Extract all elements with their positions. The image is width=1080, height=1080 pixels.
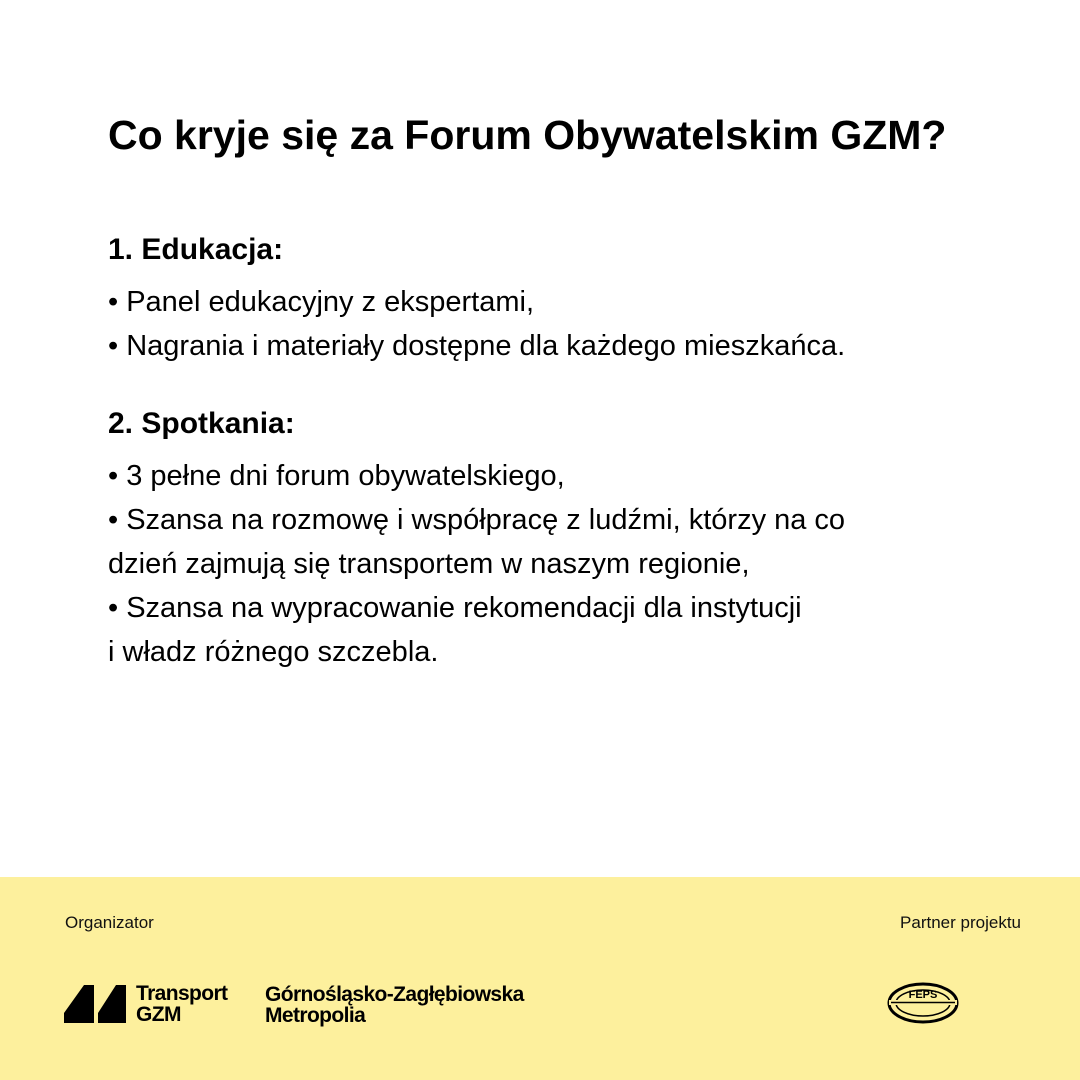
feps-logo-icon [887,982,959,1024]
section-education [108,230,988,368]
section-heading: 1. Edukacja: [108,233,284,266]
bullet-list [108,280,988,368]
list-item: • Nagrania i materiały dostępne dla każdego mieszkańca. [108,330,846,362]
transport-gzm-mark-icon [64,985,128,1023]
section-meetings [108,404,988,674]
section-heading: 2. Spotkania: [108,407,295,440]
list-item: • Szansa na wypracowanie rekomendacji dla instytucji i władz różnego szczebla. [108,592,802,668]
gzm-logo-line2: Metropolia [265,1004,366,1027]
transport-logo-line1: Transport [136,982,228,1005]
organizer-label: Organizator [65,913,154,932]
partner-label: Partner projektu [900,913,1021,932]
list-item: • Panel edukacyjny z ekspertami, [108,286,535,318]
footer-logos-band [0,877,1080,1080]
list-item: • Szansa na rozmowę i współpracę z ludźmi, którzy na co dzień zajmują się transportem w naszym regionie, [108,504,846,580]
transport-logo-line2: GZM [136,1003,181,1026]
gzm-logo-line1: Górnośląsko-Zagłębiowska [265,983,524,1006]
svg-text:FEPS: FEPS [908,989,938,1001]
bullet-list [108,454,988,674]
transport-gzm-logo [64,984,227,1024]
list-item: • 3 pełne dni forum obywatelskiego, [108,460,565,492]
page-title: Co kryje się za Forum Obywatelskim GZM? [108,112,947,158]
gzm-metropolia-logo [265,984,524,1026]
transport-gzm-wordmark [136,983,227,1025]
